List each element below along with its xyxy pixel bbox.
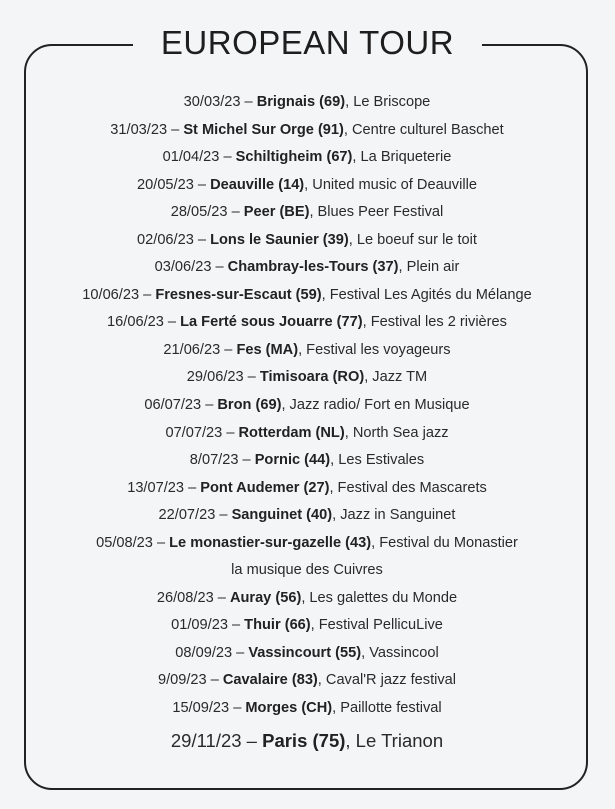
tour-date: 29/11/23 – bbox=[170, 729, 263, 751]
tour-date-row bbox=[24, 89, 590, 117]
tour-city: Pont Audemer (27) bbox=[200, 479, 330, 496]
tour-city: Timisoara (RO) bbox=[259, 369, 365, 386]
tour-date: 16/06/23 – bbox=[107, 314, 181, 331]
tour-date-row bbox=[24, 337, 590, 365]
tour-date-row bbox=[24, 309, 590, 337]
tour-city: Morges (CH) bbox=[245, 700, 333, 717]
tour-venue: , Festival du Monastier bbox=[371, 534, 518, 551]
tour-date: 05/08/23 – bbox=[96, 534, 170, 551]
tour-date-row bbox=[24, 117, 590, 145]
tour-venue: , Festival Les Agités du Mélange bbox=[321, 286, 532, 303]
tour-city: Fresnes-sur-Escaut (59) bbox=[155, 286, 322, 303]
tour-venue: , Vassincool bbox=[361, 644, 439, 661]
tour-venue: , Festival des Mascarets bbox=[329, 479, 487, 496]
tour-city: Le monastier-sur-gazelle (43) bbox=[169, 534, 372, 551]
tour-venue: , La Briqueterie bbox=[352, 149, 452, 166]
tour-date-row bbox=[24, 585, 590, 613]
tour-venue: , Jazz in Sanguinet bbox=[332, 507, 456, 524]
tour-date: 13/07/23 – bbox=[127, 479, 201, 496]
tour-date-row bbox=[24, 172, 590, 200]
tour-date: 31/03/23 – bbox=[110, 121, 184, 138]
tour-date: 01/09/23 – bbox=[171, 617, 245, 634]
tour-date: 03/06/23 – bbox=[154, 259, 228, 276]
tour-date: 06/07/23 – bbox=[144, 397, 218, 414]
tour-venue: , Jazz radio/ Fort en Musique bbox=[281, 397, 470, 414]
tour-date: 02/06/23 – bbox=[137, 231, 211, 248]
tour-date-row bbox=[24, 282, 590, 310]
tour-city: Cavalaire (83) bbox=[222, 672, 318, 689]
tour-venue: , Le Briscope bbox=[345, 94, 431, 110]
tour-date-row bbox=[24, 254, 590, 282]
tour-date: 28/05/23 – bbox=[170, 204, 244, 221]
tour-venue: , Plein air bbox=[398, 259, 460, 276]
tour-city: St Michel Sur Orge (91) bbox=[183, 121, 344, 138]
tour-date: 9/09/23 – bbox=[157, 672, 223, 689]
tour-date-row bbox=[24, 612, 590, 640]
tour-venue: , Le Trianon bbox=[345, 729, 444, 751]
tour-venue: , North Sea jazz bbox=[344, 424, 449, 441]
tour-city: Bron (69) bbox=[217, 397, 282, 414]
tour-city: Lons le Saunier (39) bbox=[210, 231, 349, 248]
tour-date: 07/07/23 – bbox=[165, 424, 239, 441]
tour-city: Pornic (44) bbox=[254, 452, 331, 469]
tour-venue: , Jazz TM bbox=[364, 369, 428, 386]
tour-date: 22/07/23 – bbox=[158, 507, 232, 524]
tour-date-row bbox=[24, 199, 590, 227]
tour-date-row bbox=[24, 640, 590, 668]
tour-city: Brignais (69) bbox=[256, 94, 346, 110]
tour-venue: , Les galettes du Monde bbox=[301, 589, 458, 606]
tour-venue: , Centre culturel Baschet bbox=[343, 121, 504, 138]
tour-city: Schiltigheim (67) bbox=[235, 149, 353, 166]
tour-city: Fes (MA) bbox=[236, 341, 299, 358]
tour-venue: , Festival les 2 rivières bbox=[362, 314, 507, 331]
tour-date: 15/09/23 – bbox=[172, 700, 246, 717]
tour-date: 08/09/23 – bbox=[175, 644, 249, 661]
tour-date: 20/05/23 – bbox=[137, 176, 211, 193]
tour-venue: , Caval'R jazz festival bbox=[317, 672, 457, 689]
tour-venue: , Festival PellicuLive bbox=[310, 617, 443, 634]
tour-city: Rotterdam (NL) bbox=[238, 424, 345, 441]
tour-date-row bbox=[24, 695, 590, 723]
tour-venue: , Blues Peer Festival bbox=[309, 204, 444, 221]
tour-date: 21/06/23 – bbox=[163, 341, 237, 358]
tour-date: 26/08/23 – bbox=[156, 589, 230, 606]
tour-date-row bbox=[24, 667, 590, 695]
tour-date: 8/07/23 – bbox=[189, 452, 255, 469]
tour-date: 10/06/23 – bbox=[82, 286, 156, 303]
tour-city: Paris (75) bbox=[262, 729, 346, 751]
tour-date-row bbox=[24, 447, 590, 475]
tour-date: 01/04/23 – bbox=[162, 149, 236, 166]
tour-city: Vassincourt (55) bbox=[248, 644, 362, 661]
tour-date-row bbox=[24, 144, 590, 172]
tour-city: La Ferté sous Jouarre (77) bbox=[180, 314, 363, 331]
tour-date-row-final bbox=[24, 728, 590, 754]
tour-city: Auray (56) bbox=[229, 589, 302, 606]
tour-city: Sanguinet (40) bbox=[231, 507, 333, 524]
title-wrap bbox=[0, 18, 615, 68]
page-title: EUROPEAN TOUR bbox=[133, 18, 482, 68]
tour-city: Peer (BE) bbox=[243, 204, 310, 221]
tour-dates-list bbox=[24, 89, 590, 754]
tour-city: Deauville (14) bbox=[210, 176, 305, 193]
tour-date-row bbox=[24, 227, 590, 255]
tour-city: Chambray-les-Tours (37) bbox=[227, 259, 399, 276]
tour-date-row bbox=[24, 420, 590, 448]
tour-date-row bbox=[24, 364, 590, 392]
tour-date: 30/03/23 – bbox=[183, 94, 257, 110]
tour-date-row bbox=[24, 475, 590, 503]
tour-venue: , Festival les voyageurs bbox=[298, 341, 451, 358]
tour-venue: , Les Estivales bbox=[330, 452, 425, 469]
tour-venue: , United music of Deauville bbox=[304, 176, 477, 193]
tour-date-row bbox=[24, 392, 590, 420]
tour-city: Thuir (66) bbox=[244, 617, 311, 634]
tour-date-row bbox=[24, 530, 590, 558]
tour-date-row bbox=[24, 502, 590, 530]
tour-venue-continuation: la musique des Cuivres bbox=[231, 562, 383, 579]
tour-venue: , Paillotte festival bbox=[332, 700, 442, 717]
tour-date: 29/06/23 – bbox=[186, 369, 260, 386]
tour-venue: , Le boeuf sur le toit bbox=[348, 231, 477, 248]
